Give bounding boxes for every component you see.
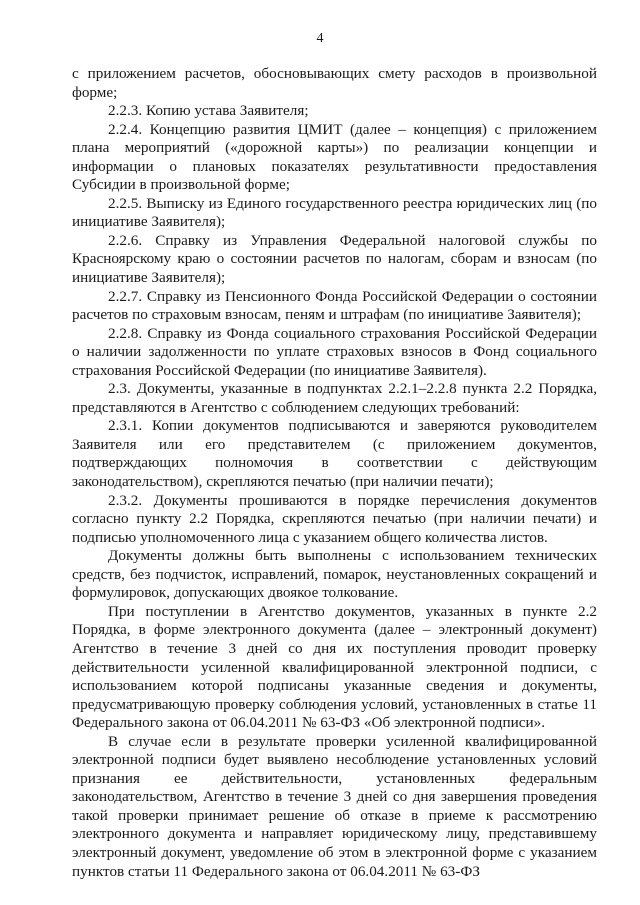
paragraph-2-2-3: 2.2.3. Копию устава Заявителя; xyxy=(108,102,309,120)
paragraph-signature-invalid: В случае если в результате проверки усиленной квалифицированной электронной подписи будет выявлено несоблюдение установленных условий признания ее действительности, установленных федеральным законодательством, Агентство в течение 3 дней со дня завершения проведения такой проверки принимает решение об отказе в приеме к рассмотрению электронного документа и направляет юридическому лицу, представившему электронный документ, уведомление об этом в электронной форме с указанием пунктов статьи 11 Федерального закона от 06.04.2011 № 63-ФЗ xyxy=(72,732,597,880)
paragraph-technical-requirements: Документы должны быть выполнены с использованием технических средств, без подчисток, исправлений, помарок, неустановленных сокращений и формулировок, допускающих двоякое толкование. xyxy=(72,547,597,602)
paragraph-2-2-6: 2.2.6. Справку из Управления Федеральной налоговой службы по Красноярскому краю о состоянии расчетов по налогам, сборам и взносам (по инициативе Заявителя); xyxy=(72,231,597,287)
paragraph-2-2-4: 2.2.4. Концепцию развития ЦМИТ (далее – концепция) с приложением плана мероприятий («дорожной карты») по реализации концепции и информации о плановых показателях результативности предоставления Субсидии в произвольной форме; xyxy=(72,120,597,194)
paragraph-2-2-5: 2.2.5. Выписку из Единого государственного реестра юридических лиц (по инициативе Заявителя); xyxy=(72,194,597,231)
document-body xyxy=(72,65,597,881)
paragraph-2-2-7: 2.2.7. Справку из Пенсионного Фонда Российской Федерации о состоянии расчетов по страховым взносам, пеням и штрафам (по инициативе Заявителя); xyxy=(72,287,597,324)
paragraph-electronic-document-check: При поступлении в Агентство документов, указанных в пункте 2.2 Порядка, в форме электронного документа (далее – электронный документ) Агентство в течение 3 дней со дня их поступления проводит проверку действительности усиленной квалифицированной электронной подписи, с использованием которой подписаны указанные сведения и документы, предусматривающую проверку соблюдения условий, установленных в статье 11 Федерального закона от 06.04.2011 № 63-ФЗ «Об электронной подписи». xyxy=(72,602,597,732)
paragraph-2-2-8: 2.2.8. Справку из Фонда социального страхования Российской Федерации о наличии задолженности по уплате страховых взносов в Фонд социального страхования Российской Федерации (по инициативе Заявителя). xyxy=(72,324,597,379)
paragraph-2-3-2: 2.3.2. Документы прошиваются в порядке перечисления документов согласно пункту 2.2 Порядка, скрепляются печатью (при наличии печати) и подписью уполномоченного лица с указанием общего количества листов. xyxy=(72,491,597,546)
paragraph-form-continuation: с приложением расчетов, обосновывающих смету расходов в произвольной форме; xyxy=(72,65,597,101)
paragraph-2-3: 2.3. Документы, указанные в подпунктах 2.2.1–2.2.8 пункта 2.2 Порядка, представляются в Агентство с соблюдением следующих требований: xyxy=(72,380,597,416)
page-number: 4 xyxy=(316,31,324,46)
paragraph-2-3-1: 2.3.1. Копии документов подписываются и заверяются руководителем Заявителя или его представителем (с приложением документов, подтверждающих полномочия в соответствии с действующим законодательством), скрепляются печатью (при наличии печати); xyxy=(72,417,597,491)
